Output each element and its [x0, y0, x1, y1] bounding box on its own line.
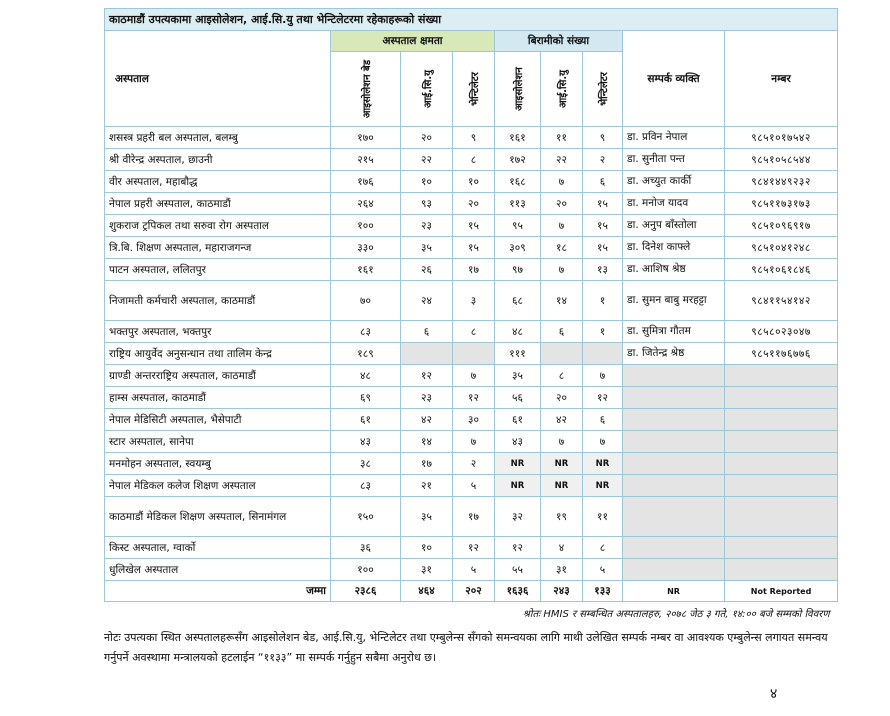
page-number: ४: [770, 686, 778, 702]
cell-iso-bed: १७६: [331, 171, 401, 193]
hospital-name: त्रि.बि. शिक्षण अस्पताल, महाराजगन्ज: [105, 237, 331, 259]
cell-p-icu: NR: [541, 475, 583, 497]
source-text: श्रोतः HMIS र सम्बन्धित अस्पतालहरु, २०७८ जेठ ३ गते, १४:०० बजे सम्मको विवरण: [105, 602, 838, 625]
cell-p-vent: १५: [583, 193, 623, 215]
cell-vent: ५: [453, 475, 495, 497]
source-row: [105, 602, 838, 625]
cell-vent: १२: [453, 387, 495, 409]
table-row: [105, 475, 838, 497]
hospital-name: भक्तपुर अस्पताल, भक्तपुर: [105, 321, 331, 343]
hospital-name: शुकराज ट्रपिकल तथा सरुवा रोग अस्पताल: [105, 215, 331, 237]
contact-person: [623, 431, 725, 453]
hospital-name: शसस्त्र प्रहरी बल अस्पताल, बलम्बु: [105, 127, 331, 149]
cell-icu: १०: [401, 171, 453, 193]
header-patient-icu: आई.सि.यु: [541, 52, 583, 127]
phone-number: ९८५११७३१७३: [725, 193, 838, 215]
contact-person: डा. जितेन्द्र श्रेष्ठ: [623, 343, 725, 365]
cell-p-vent: ६: [583, 409, 623, 431]
contact-person: डा. दिनेश काफ्ले: [623, 237, 725, 259]
total-p-icu: २४३: [541, 581, 583, 602]
contact-person: [623, 497, 725, 537]
cell-p-iso: १११: [495, 343, 541, 365]
hospital-name: ग्राण्डी अन्तरराष्ट्रिय अस्पताल, काठमाडौं: [105, 365, 331, 387]
cell-p-iso: NR: [495, 453, 541, 475]
cell-p-vent: ८: [583, 537, 623, 559]
hospital-name: किस्ट अस्पताल, ग्वार्को: [105, 537, 331, 559]
cell-icu: २३: [401, 387, 453, 409]
table-row: [105, 387, 838, 409]
hospital-name: वीर अस्पताल, महाबौद्ध: [105, 171, 331, 193]
hospital-name: मनमोहन अस्पताल, स्वयम्बु: [105, 453, 331, 475]
phone-number: ९८४१४४९२३२: [725, 171, 838, 193]
cell-p-iso: ५५: [495, 559, 541, 581]
contact-person: [623, 409, 725, 431]
cell-p-iso: ३२: [495, 497, 541, 537]
cell-p-vent: १५: [583, 237, 623, 259]
table-title-row: [105, 9, 838, 31]
phone-number: ९८५१०४१२४८: [725, 237, 838, 259]
cell-p-iso: ६८: [495, 281, 541, 321]
cell-icu: २२: [401, 149, 453, 171]
contact-person: डा. अच्युत कार्की: [623, 171, 725, 193]
table-row: [105, 365, 838, 387]
phone-number: [725, 365, 838, 387]
cell-iso-bed: १५०: [331, 497, 401, 537]
table-row: [105, 321, 838, 343]
cell-icu: १०: [401, 537, 453, 559]
contact-person: डा. सुमित्रा गौतम: [623, 321, 725, 343]
cell-p-iso: ३५: [495, 365, 541, 387]
table-row: [105, 497, 838, 537]
cell-p-vent: १३: [583, 259, 623, 281]
hospital-capacity-table: [104, 8, 838, 624]
cell-vent: [453, 343, 495, 365]
cell-vent: ७: [453, 431, 495, 453]
cell-p-vent: ७: [583, 431, 623, 453]
cell-iso-bed: २१५: [331, 149, 401, 171]
cell-p-iso: NR: [495, 475, 541, 497]
header-contact: सम्पर्क व्यक्ति: [623, 31, 725, 127]
legend-nr: NR: [623, 581, 725, 602]
cell-vent: १७: [453, 259, 495, 281]
cell-vent: ७: [453, 365, 495, 387]
cell-vent: ८: [453, 149, 495, 171]
group-header-row: [105, 31, 838, 52]
cell-p-vent: [583, 343, 623, 365]
phone-number: [725, 453, 838, 475]
cell-p-vent: NR: [583, 475, 623, 497]
cell-icu: १२: [401, 365, 453, 387]
document-page: [104, 8, 837, 624]
cell-iso-bed: ६१: [331, 409, 401, 431]
phone-number: [725, 409, 838, 431]
table-row: [105, 259, 838, 281]
cell-icu: ६: [401, 321, 453, 343]
cell-iso-bed: २६४: [331, 193, 401, 215]
cell-vent: १५: [453, 215, 495, 237]
cell-iso-bed: ६९: [331, 387, 401, 409]
cell-p-icu: NR: [541, 453, 583, 475]
cell-vent: १२: [453, 537, 495, 559]
table-row: [105, 453, 838, 475]
total-iso-bed: २३८६: [331, 581, 401, 602]
cell-iso-bed: ३८: [331, 453, 401, 475]
footnote: नोटः उपत्यका स्थित अस्पतालहरूसँग आइसोलेशन बेड, आई.सि.यु, भेन्टिलेटर तथा एम्बुलेन्स सँगको समन्वयका लागि माथी उलेखित सम्पर्क नम्बर वा आवश्यक एम्बुलेन्स लगायत समन्वय गर्नुपर्ने अवस्थामा मन्त्रालयको हटलाईन “११३३” मा सम्पर्क गर्नुहुन सबैमा अनुरोध छ।: [104, 631, 828, 664]
cell-p-iso: १७२: [495, 149, 541, 171]
cell-p-iso: ४८: [495, 321, 541, 343]
contact-person: [623, 475, 725, 497]
cell-vent: ३०: [453, 409, 495, 431]
cell-iso-bed: १००: [331, 559, 401, 581]
cell-iso-bed: ३३०: [331, 237, 401, 259]
hospital-name: स्टार अस्पताल, सानेपा: [105, 431, 331, 453]
cell-iso-bed: ८३: [331, 475, 401, 497]
cell-vent: ९: [453, 127, 495, 149]
cell-vent: २०: [453, 193, 495, 215]
cell-vent: ५: [453, 559, 495, 581]
cell-vent: ३: [453, 281, 495, 321]
cell-iso-bed: ४८: [331, 365, 401, 387]
cell-icu: २१: [401, 475, 453, 497]
header-icu: आई.सि.यु: [401, 52, 453, 127]
cell-p-vent: १५: [583, 215, 623, 237]
header-ventilator: भेन्टिलेटर: [453, 52, 495, 127]
cell-p-iso: ९५: [495, 215, 541, 237]
cell-p-iso: १६८: [495, 171, 541, 193]
cell-icu: ९३: [401, 193, 453, 215]
table-row: [105, 559, 838, 581]
contact-person: डा. प्रविन नेपाल: [623, 127, 725, 149]
hospital-name: निजामती कर्मचारी अस्पताल, काठमाडौं: [105, 281, 331, 321]
cell-iso-bed: १००: [331, 215, 401, 237]
hospital-name: पाटन अस्पताल, ललितपुर: [105, 259, 331, 281]
phone-number: [725, 387, 838, 409]
cell-p-vent: NR: [583, 453, 623, 475]
cell-icu: २४: [401, 281, 453, 321]
cell-iso-bed: ४३: [331, 431, 401, 453]
contact-person: [623, 453, 725, 475]
cell-iso-bed: १८९: [331, 343, 401, 365]
phone-number: ९८५१०९६९१७: [725, 215, 838, 237]
table-row: [105, 149, 838, 171]
table-row: [105, 171, 838, 193]
table-row: [105, 127, 838, 149]
cell-p-iso: १२: [495, 537, 541, 559]
cell-vent: १५: [453, 237, 495, 259]
cell-p-vent: २: [583, 149, 623, 171]
cell-p-icu: ६: [541, 321, 583, 343]
cell-icu: ३५: [401, 237, 453, 259]
header-patient-ventilator: भेन्टिलेटर: [583, 52, 623, 127]
table-row: [105, 431, 838, 453]
phone-number: [725, 431, 838, 453]
phone-number: ९८५१०६१८४६: [725, 259, 838, 281]
cell-p-iso: ९७: [495, 259, 541, 281]
cell-p-iso: ४३: [495, 431, 541, 453]
phone-number: [725, 475, 838, 497]
cell-vent: २: [453, 453, 495, 475]
table-row: [105, 193, 838, 215]
cell-p-icu: ३१: [541, 559, 583, 581]
header-patient-isolation: आइसोलेशन: [495, 52, 541, 127]
cell-iso-bed: १७०: [331, 127, 401, 149]
cell-p-iso: ५६: [495, 387, 541, 409]
contact-person: डा. सुमन बाबु मरहट्टा: [623, 281, 725, 321]
cell-p-icu: ४२: [541, 409, 583, 431]
cell-iso-bed: ८३: [331, 321, 401, 343]
cell-icu: २६: [401, 259, 453, 281]
cell-p-icu: २०: [541, 193, 583, 215]
contact-person: [623, 365, 725, 387]
header-group-capacity: अस्पताल क्षमता: [331, 31, 495, 52]
hospital-name: नेपाल मेडिकल कलेज शिक्षण अस्पताल: [105, 475, 331, 497]
total-p-iso: १६३६: [495, 581, 541, 602]
cell-vent: १०: [453, 171, 495, 193]
cell-p-icu: ११: [541, 127, 583, 149]
contact-person: डा. सुनीता पन्त: [623, 149, 725, 171]
cell-icu: २०: [401, 127, 453, 149]
cell-vent: ८: [453, 321, 495, 343]
cell-p-iso: ११३: [495, 193, 541, 215]
header-group-patients: बिरामीको संख्या: [495, 31, 623, 52]
cell-p-vent: १: [583, 321, 623, 343]
cell-p-iso: १६१: [495, 127, 541, 149]
phone-number: ९८५१०१७५४२: [725, 127, 838, 149]
cell-p-icu: १८: [541, 237, 583, 259]
cell-p-iso: ६१: [495, 409, 541, 431]
contact-person: [623, 559, 725, 581]
contact-person: डा. मनोज यादव: [623, 193, 725, 215]
phone-number: ९८४११५४१४२: [725, 281, 838, 321]
legend-not-reported: Not Reported: [725, 581, 838, 602]
cell-p-icu: १४: [541, 281, 583, 321]
cell-icu: [401, 343, 453, 365]
cell-p-icu: २२: [541, 149, 583, 171]
header-hospital: अस्पताल: [105, 31, 331, 127]
contact-person: डा. अनुप बाँस्तोला: [623, 215, 725, 237]
hospital-name: राष्ट्रिय आयुर्वेद अनुसन्धान तथा तालिम केन्द्र: [105, 343, 331, 365]
table-row: [105, 409, 838, 431]
table-row: [105, 537, 838, 559]
cell-p-vent: ५: [583, 559, 623, 581]
table-row: [105, 281, 838, 321]
phone-number: [725, 559, 838, 581]
total-p-vent: १३३: [583, 581, 623, 602]
table-row: [105, 343, 838, 365]
phone-number: [725, 537, 838, 559]
hospital-name: काठमाडौं मेडिकल शिक्षण अस्पताल, सिनामंगल: [105, 497, 331, 537]
cell-p-icu: २०: [541, 387, 583, 409]
total-icu: ४६४: [401, 581, 453, 602]
table-title: काठमाडौं उपत्यकामा आइसोलेशन, आई.सि.यु तथा भेन्टिलेटरमा रहेकाहरूको संख्या: [105, 9, 838, 31]
cell-icu: ३१: [401, 559, 453, 581]
cell-icu: १४: [401, 431, 453, 453]
cell-p-iso: ३०९: [495, 237, 541, 259]
contact-person: [623, 537, 725, 559]
cell-p-vent: ७: [583, 365, 623, 387]
total-vent: २०२: [453, 581, 495, 602]
header-number: नम्बर: [725, 31, 838, 127]
cell-p-vent: ११: [583, 497, 623, 537]
cell-icu: ४२: [401, 409, 453, 431]
hospital-name: हाम्स अस्पताल, काठमाडौं: [105, 387, 331, 409]
cell-p-vent: ९: [583, 127, 623, 149]
phone-number: ९८५११७६७७६: [725, 343, 838, 365]
cell-icu: १७: [401, 453, 453, 475]
cell-p-icu: ७: [541, 215, 583, 237]
cell-p-icu: ७: [541, 431, 583, 453]
cell-vent: १७: [453, 497, 495, 537]
cell-icu: २३: [401, 215, 453, 237]
cell-p-icu: ७: [541, 171, 583, 193]
cell-iso-bed: ७०: [331, 281, 401, 321]
hospital-name: नेपाल मेडिसिटी अस्पताल, भैसेपाटी: [105, 409, 331, 431]
phone-number: ९८५८०२३०४७: [725, 321, 838, 343]
contact-person: डा. आशिष श्रेष्ठ: [623, 259, 725, 281]
hospital-name: धुलिखेल अस्पताल: [105, 559, 331, 581]
hospital-name: श्री वीरेन्द्र अस्पताल, छाउनी: [105, 149, 331, 171]
table-row: [105, 215, 838, 237]
cell-iso-bed: १६१: [331, 259, 401, 281]
cell-icu: ३५: [401, 497, 453, 537]
contact-person: [623, 387, 725, 409]
cell-p-vent: १२: [583, 387, 623, 409]
table-row: [105, 237, 838, 259]
cell-p-icu: ४: [541, 537, 583, 559]
cell-p-icu: [541, 343, 583, 365]
phone-number: ९८५१०५८५४४: [725, 149, 838, 171]
cell-p-icu: ७: [541, 259, 583, 281]
total-label: जम्मा: [105, 581, 331, 602]
total-row: [105, 581, 838, 602]
phone-number: [725, 497, 838, 537]
cell-p-vent: १: [583, 281, 623, 321]
cell-p-icu: ८: [541, 365, 583, 387]
hospital-name: नेपाल प्रहरी अस्पताल, काठमाडौं: [105, 193, 331, 215]
cell-p-vent: ६: [583, 171, 623, 193]
cell-p-icu: १९: [541, 497, 583, 537]
header-isolation-bed: आइसोलेशन बेड: [331, 52, 401, 127]
cell-iso-bed: ३६: [331, 537, 401, 559]
